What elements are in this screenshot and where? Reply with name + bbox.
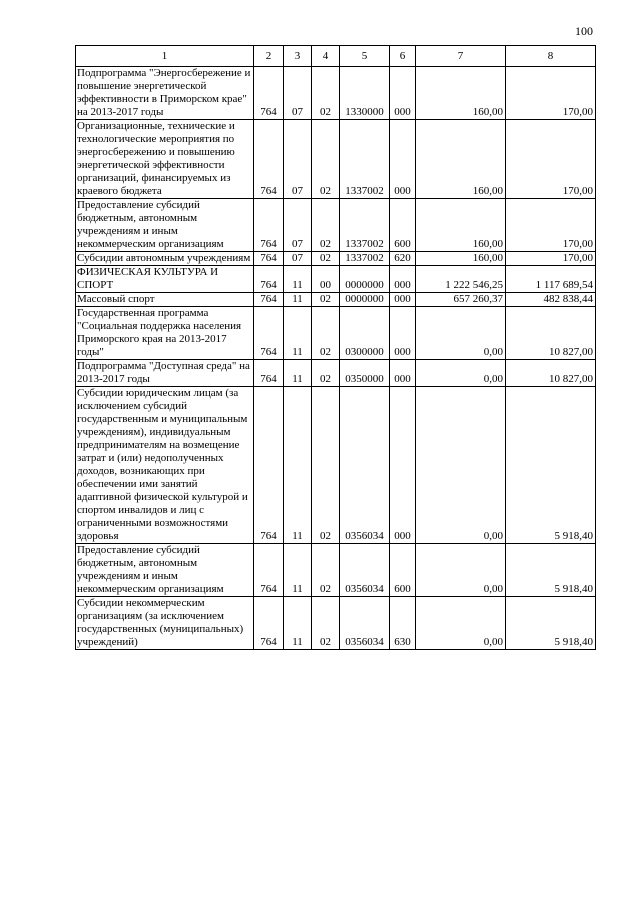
table-row (76, 199, 596, 252)
amount-col8-cell: 1 117 689,54 (506, 266, 596, 293)
amount-col7-cell: 0,00 (416, 597, 506, 650)
target-article-cell: 1337002 (340, 252, 390, 266)
section-cell: 11 (284, 360, 312, 387)
expense-type-cell: 000 (390, 266, 416, 293)
code-admin-cell: 764 (254, 597, 284, 650)
amount-col8-cell: 5 918,40 (506, 597, 596, 650)
header-cell: 3 (284, 46, 312, 67)
code-admin-cell: 764 (254, 67, 284, 120)
page-number: 100 (575, 24, 593, 38)
table-row (76, 67, 596, 120)
section-cell: 07 (284, 199, 312, 252)
code-admin-cell: 764 (254, 252, 284, 266)
amount-col8-cell: 170,00 (506, 252, 596, 266)
expense-type-cell: 000 (390, 120, 416, 199)
code-admin-cell: 764 (254, 199, 284, 252)
table-row (76, 266, 596, 293)
subsection-cell: 02 (312, 120, 340, 199)
section-cell: 07 (284, 67, 312, 120)
row-name-cell: Предоставление субсидий бюджетным, автономным учреждениям и иным некоммерческим организациям (76, 544, 254, 597)
section-cell: 07 (284, 252, 312, 266)
table-row (76, 293, 596, 307)
row-name-cell: Субсидии автономным учреждениям (76, 252, 254, 266)
expense-type-cell: 000 (390, 360, 416, 387)
table-row (76, 307, 596, 360)
target-article-cell: 0300000 (340, 307, 390, 360)
section-cell: 11 (284, 387, 312, 544)
section-cell: 11 (284, 293, 312, 307)
row-name-cell: Государственная программа "Социальная поддержка населения Приморского края на 2013-2017 годы" (76, 307, 254, 360)
subsection-cell: 02 (312, 544, 340, 597)
target-article-cell: 0356034 (340, 597, 390, 650)
expense-type-cell: 000 (390, 307, 416, 360)
row-name-cell: ФИЗИЧЕСКАЯ КУЛЬТУРА И СПОРТ (76, 266, 254, 293)
section-cell: 11 (284, 307, 312, 360)
header-cell: 4 (312, 46, 340, 67)
target-article-cell: 1330000 (340, 67, 390, 120)
expense-type-cell: 000 (390, 293, 416, 307)
amount-col8-cell: 170,00 (506, 67, 596, 120)
subsection-cell: 02 (312, 199, 340, 252)
amount-col7-cell: 160,00 (416, 252, 506, 266)
expense-type-cell: 630 (390, 597, 416, 650)
row-name-cell: Субсидии некоммерческим организациям (за исключением государственных (муниципальных) учреждений) (76, 597, 254, 650)
amount-col7-cell: 1 222 546,25 (416, 266, 506, 293)
header-cell: 8 (506, 46, 596, 67)
header-cell: 1 (76, 46, 254, 67)
expense-type-cell: 600 (390, 199, 416, 252)
header-cell: 5 (340, 46, 390, 67)
amount-col8-cell: 170,00 (506, 199, 596, 252)
header-cell: 7 (416, 46, 506, 67)
section-cell: 07 (284, 120, 312, 199)
amount-col7-cell: 160,00 (416, 67, 506, 120)
amount-col7-cell: 0,00 (416, 360, 506, 387)
amount-col8-cell: 10 827,00 (506, 307, 596, 360)
target-article-cell: 1337002 (340, 199, 390, 252)
amount-col8-cell: 482 838,44 (506, 293, 596, 307)
header-cell: 2 (254, 46, 284, 67)
subsection-cell: 00 (312, 266, 340, 293)
expense-type-cell: 000 (390, 387, 416, 544)
table-row (76, 252, 596, 266)
subsection-cell: 02 (312, 307, 340, 360)
section-cell: 11 (284, 266, 312, 293)
target-article-cell: 0000000 (340, 293, 390, 307)
header-row (76, 46, 596, 67)
header-cell: 6 (390, 46, 416, 67)
table-row (76, 360, 596, 387)
expense-type-cell: 600 (390, 544, 416, 597)
row-name-cell: Подпрограмма "Доступная среда" на 2013-2017 годы (76, 360, 254, 387)
row-name-cell: Подпрограмма "Энергосбережение и повышение энергетической эффективности в Приморском крае" на 2013-2017 годы (76, 67, 254, 120)
code-admin-cell: 764 (254, 120, 284, 199)
target-article-cell: 0000000 (340, 266, 390, 293)
subsection-cell: 02 (312, 293, 340, 307)
section-cell: 11 (284, 544, 312, 597)
code-admin-cell: 764 (254, 360, 284, 387)
subsection-cell: 02 (312, 597, 340, 650)
row-name-cell: Массовый спорт (76, 293, 254, 307)
expense-type-cell: 620 (390, 252, 416, 266)
amount-col8-cell: 170,00 (506, 120, 596, 199)
subsection-cell: 02 (312, 360, 340, 387)
subsection-cell: 02 (312, 252, 340, 266)
subsection-cell: 02 (312, 67, 340, 120)
code-admin-cell: 764 (254, 266, 284, 293)
amount-col8-cell: 10 827,00 (506, 360, 596, 387)
amount-col8-cell: 5 918,40 (506, 387, 596, 544)
table-row (76, 387, 596, 544)
section-cell: 11 (284, 597, 312, 650)
amount-col7-cell: 160,00 (416, 199, 506, 252)
target-article-cell: 0356034 (340, 387, 390, 544)
row-name-cell: Предоставление субсидий бюджетным, автономным учреждениям и иным некоммерческим организациям (76, 199, 254, 252)
code-admin-cell: 764 (254, 293, 284, 307)
target-article-cell: 0356034 (340, 544, 390, 597)
code-admin-cell: 764 (254, 544, 284, 597)
amount-col8-cell: 5 918,40 (506, 544, 596, 597)
amount-col7-cell: 657 260,37 (416, 293, 506, 307)
code-admin-cell: 764 (254, 387, 284, 544)
budget-table (75, 45, 596, 650)
expense-type-cell: 000 (390, 67, 416, 120)
table-row (76, 597, 596, 650)
subsection-cell: 02 (312, 387, 340, 544)
amount-col7-cell: 160,00 (416, 120, 506, 199)
row-name-cell: Субсидии юридическим лицам (за исключением субсидий государственным и муниципальным учреждениям), индивидуальным предпринимателям на возмещение затрат и (или) недополученных доходов, возникающих при обеспечении ими занятий адаптивной физической культурой и спортом инвалидов и лиц с ограниченными возможностями здоровья (76, 387, 254, 544)
table-row (76, 120, 596, 199)
row-name-cell: Организационные, технические и технологические мероприятия по энергосбережению и повышению энергетической эффективности организаций, финансируемых из краевого бюджета (76, 120, 254, 199)
amount-col7-cell: 0,00 (416, 544, 506, 597)
code-admin-cell: 764 (254, 307, 284, 360)
table-row (76, 544, 596, 597)
amount-col7-cell: 0,00 (416, 307, 506, 360)
target-article-cell: 1337002 (340, 120, 390, 199)
target-article-cell: 0350000 (340, 360, 390, 387)
amount-col7-cell: 0,00 (416, 387, 506, 544)
